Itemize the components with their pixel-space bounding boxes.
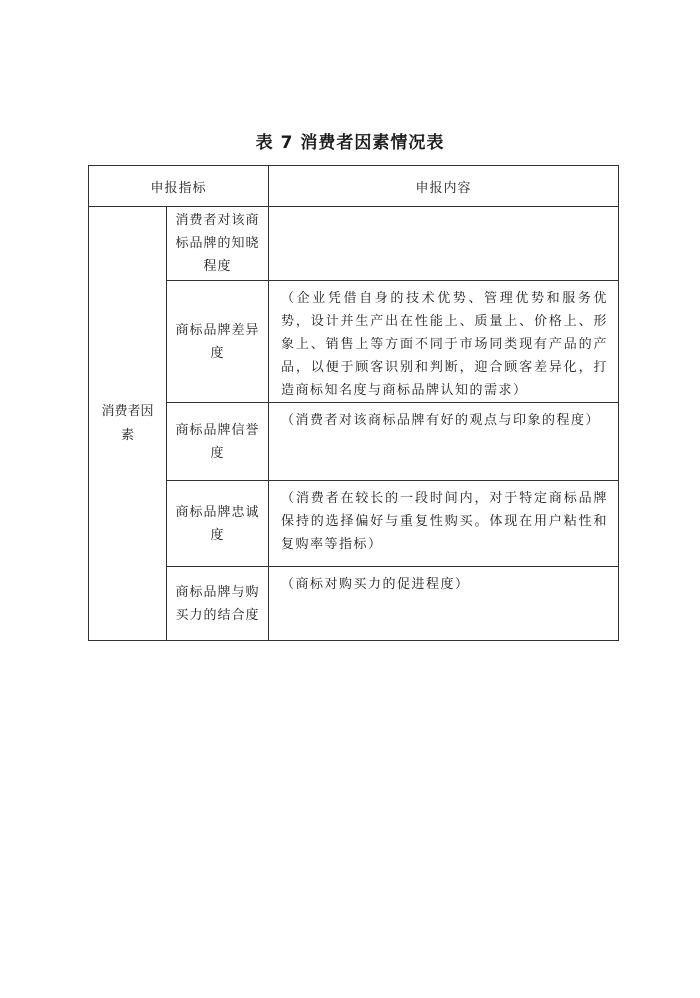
table-row [89, 281, 619, 403]
indicator-cell: 消费者对该商标品牌的知晓程度 [167, 207, 269, 281]
content-cell: （商标对购买力的促进程度） [269, 567, 619, 641]
table-row [89, 403, 619, 481]
content-cell: （消费者对该商标品牌有好的观点与印象的程度） [269, 403, 619, 481]
indicator-cell: 商标品牌与购买力的结合度 [167, 567, 269, 641]
category-cell: 消费者因素 [89, 207, 167, 641]
content-cell: （消费者在较长的一段时间内，对于特定商标品牌保持的选择偏好与重复性购买。体现在用户粘性和复购率等指标） [269, 481, 619, 567]
indicator-cell: 商标品牌信誉度 [167, 403, 269, 481]
table-header-row [89, 166, 619, 207]
consumer-factors-table [88, 165, 619, 641]
table-row [89, 567, 619, 641]
header-indicator: 申报指标 [89, 166, 269, 207]
table-row [89, 481, 619, 567]
content-cell: （企业凭借自身的技术优势、管理优势和服务优势，设计并生产出在性能上、质量上、价格上、形象上、销售上等方面不同于市场同类现有产品的产品，以便于顾客识别和判断，迎合顾客差异化，打造商标知名度与商标品牌认知的需求） [269, 281, 619, 403]
table-row [89, 207, 619, 281]
header-content: 申报内容 [269, 166, 619, 207]
indicator-cell: 商标品牌忠诚度 [167, 481, 269, 567]
indicator-cell: 商标品牌差异度 [167, 281, 269, 403]
content-cell [269, 207, 619, 281]
table-title: 表 7 消费者因素情况表 [255, 133, 445, 153]
